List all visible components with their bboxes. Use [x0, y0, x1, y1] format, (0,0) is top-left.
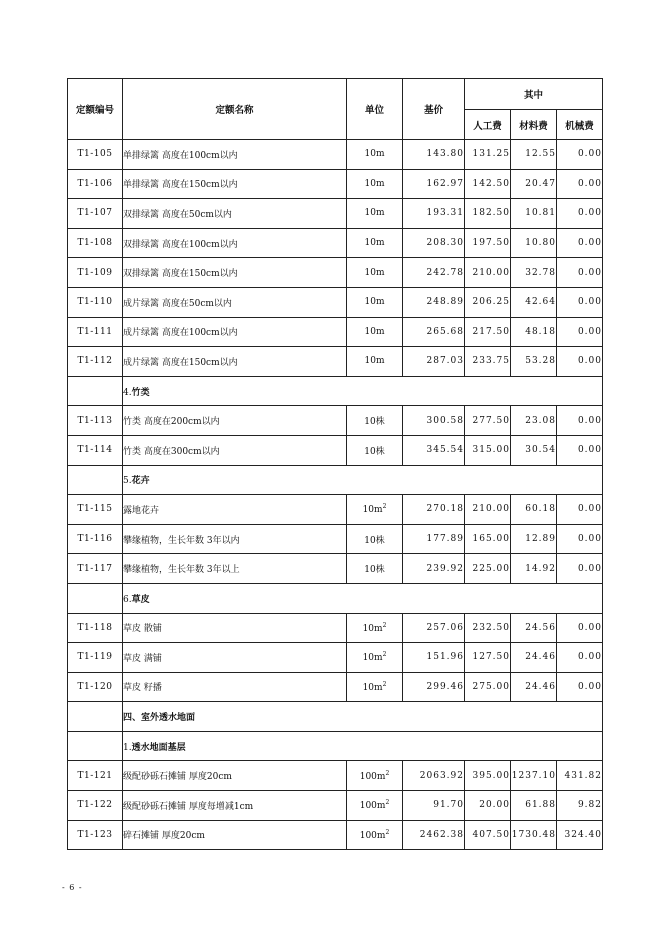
quota-code: T1-121 [68, 761, 123, 791]
quota-unit [347, 643, 403, 673]
unit-superscript: 2 [382, 651, 387, 659]
quota-unit [347, 169, 403, 199]
quota-code: T1-105 [68, 140, 123, 170]
table-row [68, 761, 603, 791]
section-code-cell [68, 583, 123, 613]
material-cost: 24.46 [511, 643, 557, 673]
section-row [68, 702, 603, 732]
labor-cost: 275.00 [465, 672, 511, 702]
quota-name: 单排绿篱 高度在150cm以内 [123, 169, 347, 199]
labor-cost: 210.00 [465, 495, 511, 525]
quota-name: 攀缘植物，生长年数 3年以内 [123, 524, 347, 554]
machine-cost: 0.00 [557, 287, 603, 317]
quota-unit [347, 140, 403, 170]
unit-text: 10m [362, 653, 383, 664]
section-row [68, 376, 603, 406]
labor-cost: 232.50 [465, 613, 511, 643]
labor-cost: 182.50 [465, 199, 511, 229]
quota-code: T1-122 [68, 791, 123, 821]
unit-text: 10m [364, 149, 385, 160]
quota-name: 单排绿篱 高度在100cm以内 [123, 140, 347, 170]
quota-unit [347, 347, 403, 377]
machine-cost: 0.00 [557, 169, 603, 199]
machine-cost: 324.40 [557, 820, 603, 850]
section-code-cell [68, 465, 123, 495]
machine-cost: 0.00 [557, 140, 603, 170]
quota-name: 双排绿篱 高度在150cm以内 [123, 258, 347, 288]
material-cost: 12.89 [511, 524, 557, 554]
machine-cost: 0.00 [557, 228, 603, 258]
material-cost: 20.47 [511, 169, 557, 199]
material-cost: 48.18 [511, 317, 557, 347]
unit-text: 100m [359, 830, 386, 841]
quota-code: T1-119 [68, 643, 123, 673]
unit-text: 100m [359, 771, 386, 782]
labor-cost: 131.25 [465, 140, 511, 170]
base-price: 300.58 [403, 406, 465, 436]
section-number: 5. [123, 476, 132, 487]
machine-cost: 431.82 [557, 761, 603, 791]
table-body [68, 140, 603, 850]
unit-text: 10m [362, 623, 383, 634]
machine-cost: 9.82 [557, 791, 603, 821]
section-code-cell [68, 702, 123, 732]
section-label: 竹类 [131, 387, 150, 398]
quota-name: 草皮 散铺 [123, 613, 347, 643]
material-cost: 1730.48 [511, 820, 557, 850]
table-row [68, 495, 603, 525]
quota-code: T1-107 [68, 199, 123, 229]
header-base-price: 基价 [403, 79, 465, 140]
table-header [68, 79, 603, 140]
labor-cost: 210.00 [465, 258, 511, 288]
quota-code: T1-110 [68, 287, 123, 317]
table-row [68, 643, 603, 673]
quota-unit [347, 435, 403, 465]
quota-code: T1-114 [68, 435, 123, 465]
base-price: 242.78 [403, 258, 465, 288]
header-of-which: 其中 [465, 79, 603, 110]
quota-unit [347, 495, 403, 525]
base-price: 299.46 [403, 672, 465, 702]
table-row [68, 287, 603, 317]
section-title [123, 731, 603, 761]
labor-cost: 20.00 [465, 791, 511, 821]
section-title [123, 583, 603, 613]
quota-code: T1-112 [68, 347, 123, 377]
machine-cost: 0.00 [557, 554, 603, 584]
base-price: 2462.38 [403, 820, 465, 850]
base-price: 265.68 [403, 317, 465, 347]
section-row [68, 465, 603, 495]
section-number: 6. [123, 594, 132, 605]
quota-code: T1-120 [68, 672, 123, 702]
quota-name: 草皮 籽播 [123, 672, 347, 702]
quota-code: T1-111 [68, 317, 123, 347]
section-label: 花卉 [131, 476, 150, 487]
quota-code: T1-118 [68, 613, 123, 643]
unit-text: 10株 [364, 417, 385, 428]
quota-code: T1-113 [68, 406, 123, 436]
unit-text: 10m [362, 682, 383, 693]
base-price: 162.97 [403, 169, 465, 199]
section-label: 透水地面基层 [131, 742, 186, 753]
base-price: 151.96 [403, 643, 465, 673]
section-title [123, 702, 603, 732]
quota-name: 级配砂砾石摊铺 厚度每增减1cm [123, 791, 347, 821]
labor-cost: 217.50 [465, 317, 511, 347]
material-cost: 24.46 [511, 672, 557, 702]
quota-unit [347, 199, 403, 229]
base-price: 287.03 [403, 347, 465, 377]
labor-cost: 225.00 [465, 554, 511, 584]
unit-superscript: 2 [382, 503, 387, 511]
material-cost: 30.54 [511, 435, 557, 465]
unit-text: 10株 [364, 535, 385, 546]
labor-cost: 315.00 [465, 435, 511, 465]
quota-unit [347, 228, 403, 258]
quota-unit [347, 554, 403, 584]
quota-unit [347, 613, 403, 643]
base-price: 143.80 [403, 140, 465, 170]
table-row [68, 820, 603, 850]
unit-text: 10m [364, 267, 385, 278]
header-labor: 人工费 [465, 110, 511, 140]
quota-name: 草皮 满铺 [123, 643, 347, 673]
page-number: - 6 - [62, 883, 83, 892]
quota-code: T1-115 [68, 495, 123, 525]
section-number: 1. [123, 742, 132, 753]
quota-unit [347, 820, 403, 850]
quota-unit [347, 287, 403, 317]
table-row [68, 672, 603, 702]
quota-unit [347, 524, 403, 554]
quota-name: 成片绿篱 高度在50cm以内 [123, 287, 347, 317]
table-row [68, 791, 603, 821]
unit-text: 10m [364, 238, 385, 249]
base-price: 193.31 [403, 199, 465, 229]
table-row [68, 199, 603, 229]
quota-code: T1-106 [68, 169, 123, 199]
quota-unit [347, 317, 403, 347]
quota-unit [347, 258, 403, 288]
base-price: 177.89 [403, 524, 465, 554]
unit-text: 10m [364, 178, 385, 189]
material-cost: 42.64 [511, 287, 557, 317]
labor-cost: 142.50 [465, 169, 511, 199]
quota-name: 碎石摊铺 厚度20cm [123, 820, 347, 850]
unit-text: 10m [364, 326, 385, 337]
machine-cost: 0.00 [557, 317, 603, 347]
material-cost: 61.88 [511, 791, 557, 821]
base-price: 208.30 [403, 228, 465, 258]
section-code-cell [68, 731, 123, 761]
machine-cost: 0.00 [557, 524, 603, 554]
quota-name: 级配砂砾石摊铺 厚度20cm [123, 761, 347, 791]
quota-unit [347, 672, 403, 702]
section-label: 四、室外透水地面 [123, 713, 196, 724]
table-row [68, 258, 603, 288]
material-cost: 60.18 [511, 495, 557, 525]
section-label: 草皮 [131, 594, 150, 605]
quota-name: 成片绿篱 高度在150cm以内 [123, 347, 347, 377]
header-name: 定额名称 [123, 79, 347, 140]
unit-text: 10m [364, 356, 385, 367]
material-cost: 23.08 [511, 406, 557, 436]
machine-cost: 0.00 [557, 435, 603, 465]
machine-cost: 0.00 [557, 643, 603, 673]
material-cost: 24.56 [511, 613, 557, 643]
material-cost: 10.81 [511, 199, 557, 229]
unit-superscript: 2 [385, 828, 390, 836]
machine-cost: 0.00 [557, 347, 603, 377]
material-cost: 1237.10 [511, 761, 557, 791]
table-row [68, 169, 603, 199]
quota-name: 竹类 高度在200cm以内 [123, 406, 347, 436]
header-unit: 单位 [347, 79, 403, 140]
machine-cost: 0.00 [557, 199, 603, 229]
labor-cost: 127.50 [465, 643, 511, 673]
quota-code: T1-116 [68, 524, 123, 554]
table-row [68, 317, 603, 347]
labor-cost: 165.00 [465, 524, 511, 554]
base-price: 248.89 [403, 287, 465, 317]
header-machine: 机械费 [557, 110, 603, 140]
machine-cost: 0.00 [557, 613, 603, 643]
labor-cost: 277.50 [465, 406, 511, 436]
labor-cost: 197.50 [465, 228, 511, 258]
base-price: 2063.92 [403, 761, 465, 791]
quota-code: T1-117 [68, 554, 123, 584]
labor-cost: 206.25 [465, 287, 511, 317]
labor-cost: 395.00 [465, 761, 511, 791]
table-row [68, 347, 603, 377]
quota-code: T1-108 [68, 228, 123, 258]
table-row [68, 228, 603, 258]
unit-superscript: 2 [385, 769, 390, 777]
table-row [68, 554, 603, 584]
quota-table [67, 78, 603, 850]
table-row [68, 435, 603, 465]
material-cost: 12.55 [511, 140, 557, 170]
unit-superscript: 2 [382, 680, 387, 688]
unit-superscript: 2 [385, 799, 390, 807]
header-material: 材料费 [511, 110, 557, 140]
labor-cost: 233.75 [465, 347, 511, 377]
base-price: 91.70 [403, 791, 465, 821]
header-code: 定额编号 [68, 79, 123, 140]
quota-name: 双排绿篱 高度在50cm以内 [123, 199, 347, 229]
quota-name: 双排绿篱 高度在100cm以内 [123, 228, 347, 258]
material-cost: 10.80 [511, 228, 557, 258]
section-number: 4. [123, 387, 132, 398]
base-price: 257.06 [403, 613, 465, 643]
unit-text: 10株 [364, 565, 385, 576]
machine-cost: 0.00 [557, 495, 603, 525]
unit-text: 10株 [364, 446, 385, 457]
base-price: 345.54 [403, 435, 465, 465]
section-code-cell [68, 376, 123, 406]
material-cost: 32.78 [511, 258, 557, 288]
unit-text: 10m [364, 208, 385, 219]
unit-text: 100m [359, 801, 386, 812]
base-price: 239.92 [403, 554, 465, 584]
labor-cost: 407.50 [465, 820, 511, 850]
quota-name: 露地花卉 [123, 495, 347, 525]
unit-text: 10m [364, 297, 385, 308]
quota-unit [347, 761, 403, 791]
table-row [68, 140, 603, 170]
unit-superscript: 2 [382, 621, 387, 629]
table-row [68, 406, 603, 436]
machine-cost: 0.00 [557, 406, 603, 436]
unit-text: 10m [362, 505, 383, 516]
quota-code: T1-123 [68, 820, 123, 850]
material-cost: 53.28 [511, 347, 557, 377]
quota-code: T1-109 [68, 258, 123, 288]
machine-cost: 0.00 [557, 672, 603, 702]
section-title [123, 465, 603, 495]
quota-name: 竹类 高度在300cm以内 [123, 435, 347, 465]
material-cost: 14.92 [511, 554, 557, 584]
table-row [68, 524, 603, 554]
quota-name: 成片绿篱 高度在100cm以内 [123, 317, 347, 347]
section-row [68, 583, 603, 613]
quota-name: 攀缘植物，生长年数 3年以上 [123, 554, 347, 584]
table-row [68, 613, 603, 643]
base-price: 270.18 [403, 495, 465, 525]
quota-unit [347, 406, 403, 436]
section-row [68, 731, 603, 761]
machine-cost: 0.00 [557, 258, 603, 288]
section-title [123, 376, 603, 406]
quota-unit [347, 791, 403, 821]
